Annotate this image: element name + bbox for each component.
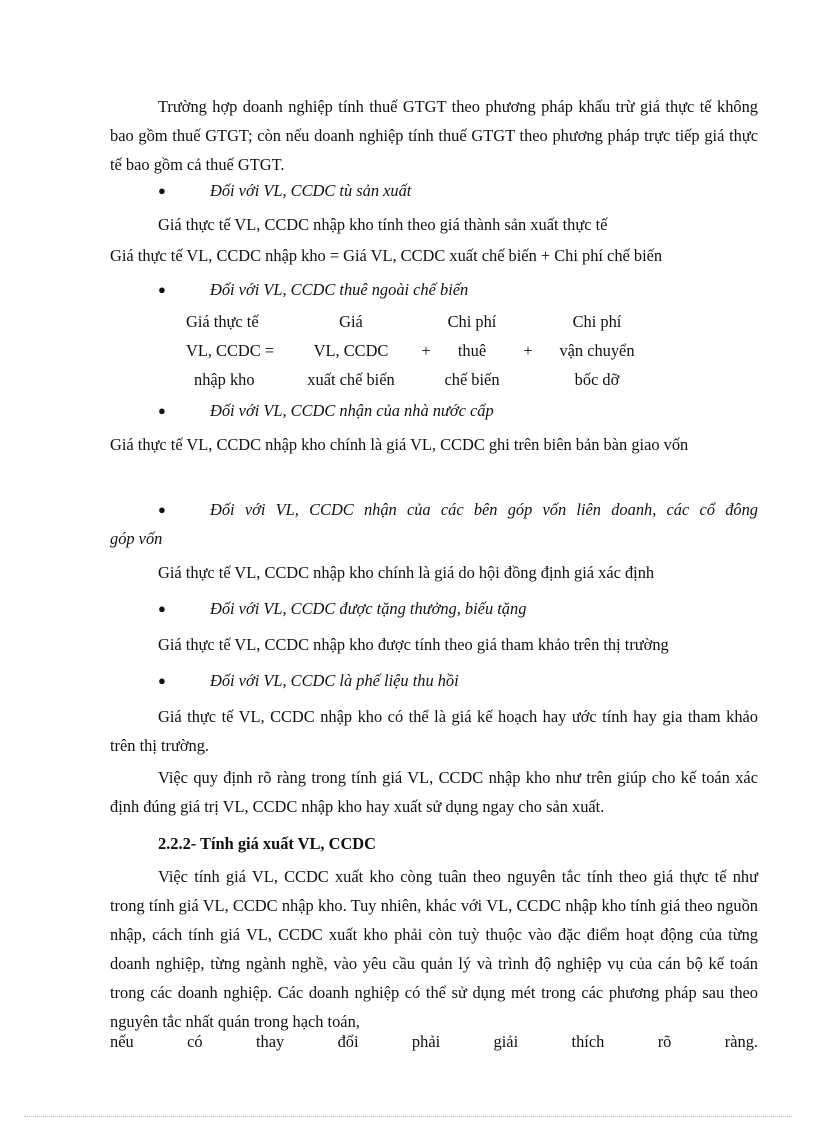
formula-plus-2: + <box>523 341 533 360</box>
paragraph-scrap-value: Giá thực tế VL, CCDC nhập kho có thể là giá kế hoạch hay ước tính hay gia tham khảo trên thị trường. <box>110 707 758 755</box>
bullet-dot-icon: ● <box>158 282 166 297</box>
formula-term1-line2: VL, CCDC <box>313 341 389 360</box>
bullet-self-produced: ● Đối với VL, CCDC tù sản xuất <box>110 176 758 205</box>
bullet-dot-icon: ● <box>158 183 166 198</box>
paragraph-valuation-board: Giá thực tế VL, CCDC nhập kho chính là giá do hội đồng định giá xác định <box>158 563 655 582</box>
formula-term2-line2: thuê <box>457 341 487 360</box>
paragraph-state-granted: Giá thực tế VL, CCDC nhập kho chính là giá VL, CCDC ghi trên biên bản bàn giao vốn <box>110 435 689 454</box>
formula-term2-line3: chế biến <box>444 370 500 389</box>
paragraph-export-pricing-last-line: nếu có thay đổi phải giải thích rõ ràng. <box>110 1032 758 1051</box>
bullet-dot-icon: ● <box>158 502 166 517</box>
formula-term1-line3: xuất chế biến <box>307 370 395 389</box>
section-heading: 2.2.2- Tính giá xuất VL, CCDC <box>158 834 376 853</box>
bullet-dot-icon: ● <box>158 601 166 616</box>
page-bottom-rule <box>24 1116 792 1117</box>
bullet-joint-venture: ● Đối với VL, CCDC nhận của các bên góp vốn liên doanh, các cổ đông góp vốn <box>110 495 758 553</box>
paragraph-market-reference: Giá thực tế VL, CCDC nhập kho được tính theo giá tham khảo trên thị trường <box>158 635 669 654</box>
paragraph-regulation: Việc quy định rõ ràng trong tính giá VL, CCDC nhập kho như trên giúp cho kế toán xác định đúng giá trị VL, CCDC nhập kho hay xuất sử dụng ngay cho sản xuất. <box>110 768 758 816</box>
cost-formula <box>186 312 666 396</box>
formula-term1-line1: Giá <box>339 312 363 331</box>
bullet-gifted: ● Đối với VL, CCDC được tặng thưởng, biếu tặng <box>110 594 758 623</box>
paragraph-formula-line: Giá thực tế VL, CCDC nhập kho = Giá VL, CCDC xuất chế biến + Chi phí chế biến <box>110 246 663 265</box>
formula-term3-line2: vận chuyển <box>559 341 635 360</box>
bullet-scrap: ● Đối với VL, CCDC là phế liệu thu hồi <box>110 666 758 695</box>
formula-lhs-line3: nhập kho <box>194 370 255 389</box>
paragraph-export-pricing: Việc tính giá VL, CCDC xuất kho còng tuân theo nguyên tắc tính theo giá thực tế như trong tính giá VL, CCDC nhập kho. Tuy nhiên, khác với VL, CCDC nhập kho tính giá theo nguồn nhập, cách tính giá VL, CCDC xuất kho phải còn tuỳ thuộc vào đặc điểm hoạt động của từng doanh nghiệp, từng ngành nghề, vào yêu cầu quản lý và trình độ nghiệp vụ của cán bộ kế toán trong các doanh nghiệp. Các doanh nghiệp có thể sử dụng mét trong các phương pháp sau theo nguyên tắc nhất quán trong hạch toán, <box>110 867 758 1031</box>
paragraph-production-cost: Giá thực tế VL, CCDC nhập kho tính theo giá thành sản xuất thực tế <box>158 215 608 234</box>
bullet-dot-icon: ● <box>158 673 166 688</box>
bullet-state-granted: ● Đối với VL, CCDC nhận của nhà nước cấp <box>110 396 758 425</box>
bullet-dot-icon: ● <box>158 403 166 418</box>
formula-term3-line1: Chi phí <box>572 312 622 331</box>
paragraph-tax-note: Trường hợp doanh nghiệp tính thuế GTGT theo phương pháp khấu trừ giá thực tế không bao gồm thuế GTGT; còn nếu doanh nghiệp tính thuế GTGT theo phương pháp trực tiếp giá thực tế bao gồm cả thuế GTGT. <box>110 97 758 174</box>
formula-lhs-line2: VL, CCDC = <box>186 341 275 360</box>
formula-term2-line1: Chi phí <box>447 312 497 331</box>
formula-term3-line3: bốc dỡ <box>574 370 620 389</box>
formula-lhs-line1: Giá thực tế <box>186 312 259 331</box>
bullet-outsourced: ● Đối với VL, CCDC thuê ngoài chế biến <box>110 275 758 304</box>
formula-plus-1: + <box>421 341 431 360</box>
